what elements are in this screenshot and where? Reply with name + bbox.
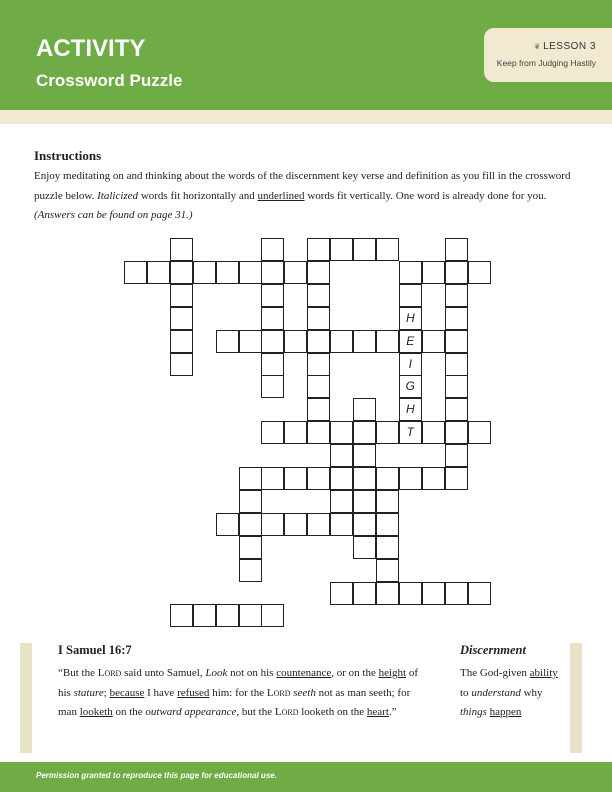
crossword-cell[interactable] (445, 467, 468, 490)
crossword-cell[interactable] (376, 490, 399, 513)
crossword-cell[interactable] (422, 330, 445, 353)
crossword-cell[interactable] (261, 238, 284, 261)
lesson-title: Keep from Judging Hastily (496, 58, 596, 68)
discernment-definition: The God-given ability to understand why things happen (460, 667, 558, 718)
crossword-cell[interactable] (445, 261, 468, 284)
crossword-cell[interactable] (261, 261, 284, 284)
crossword-cell[interactable] (376, 536, 399, 559)
crossword-cell[interactable] (445, 307, 468, 330)
crossword-cell[interactable] (376, 467, 399, 490)
crossword-cell[interactable] (376, 238, 399, 261)
crossword-cell[interactable] (170, 330, 193, 353)
crossword-cell[interactable] (239, 261, 262, 284)
crossword-cell[interactable] (307, 284, 330, 307)
crossword-cell[interactable] (216, 261, 239, 284)
crossword-cell[interactable] (261, 353, 284, 376)
crossword-cell[interactable] (239, 536, 262, 559)
crossword-cell[interactable] (330, 444, 353, 467)
leaf-icon: ❦ (533, 42, 542, 51)
crossword-cell[interactable] (468, 582, 491, 605)
crossword-cell[interactable] (376, 330, 399, 353)
crossword-cell[interactable] (422, 582, 445, 605)
crossword-cell[interactable] (216, 513, 239, 536)
crossword-cell[interactable] (399, 261, 422, 284)
page-title: ACTIVITY (36, 35, 146, 62)
crossword-cell[interactable] (261, 375, 284, 398)
crossword-cell[interactable] (284, 261, 307, 284)
crossword-cell[interactable] (445, 353, 468, 376)
crossword-cell[interactable] (330, 582, 353, 605)
verse-text: “But the Lord said unto Samuel, Look not on his countenance, or on the height of his stature; because I have refused him: for the Lord seeth not as man seeth; for man looketh on the outward appearance, but the Lord looketh on the heart.” (58, 667, 419, 718)
crossword-cell[interactable] (330, 421, 353, 444)
crossword-cell-filled[interactable]: E (399, 330, 422, 353)
crossword-cell[interactable] (353, 398, 376, 421)
crossword-cell[interactable] (353, 330, 376, 353)
crossword-cell[interactable] (422, 261, 445, 284)
crossword-cell[interactable] (307, 398, 330, 421)
crossword-cell-filled[interactable]: G (399, 375, 422, 398)
crossword-cell[interactable] (445, 330, 468, 353)
crossword-cell[interactable] (193, 604, 216, 627)
crossword-cell[interactable] (307, 467, 330, 490)
definition-accent-bar (570, 643, 582, 753)
verse-accent-bar (20, 643, 32, 753)
crossword-cell[interactable] (376, 421, 399, 444)
crossword-cell[interactable] (353, 444, 376, 467)
crossword-cell[interactable] (445, 284, 468, 307)
crossword-cell[interactable] (399, 582, 422, 605)
lesson-label: LESSON 3 (543, 41, 596, 52)
crossword-cell[interactable] (124, 261, 147, 284)
verse-reference: I Samuel 16:7 (58, 643, 132, 657)
crossword-cell[interactable] (170, 261, 193, 284)
crossword-cell[interactable] (445, 444, 468, 467)
crossword-cell-filled[interactable]: H (399, 398, 422, 421)
crossword-cell[interactable] (307, 261, 330, 284)
crossword-cell[interactable] (330, 238, 353, 261)
crossword-cell[interactable] (376, 513, 399, 536)
crossword-cell[interactable] (376, 559, 399, 582)
crossword-cell[interactable] (399, 284, 422, 307)
crossword-cell[interactable] (170, 353, 193, 376)
crossword-cell[interactable] (399, 467, 422, 490)
crossword-cell[interactable] (330, 330, 353, 353)
crossword-cell[interactable] (307, 421, 330, 444)
crossword-cell[interactable] (445, 238, 468, 261)
crossword-cell[interactable] (353, 467, 376, 490)
crossword-cell[interactable] (307, 238, 330, 261)
crossword-cell[interactable] (353, 513, 376, 536)
crossword-cell[interactable] (284, 467, 307, 490)
crossword-cell[interactable] (170, 284, 193, 307)
crossword-cell[interactable] (216, 604, 239, 627)
crossword-cell-filled[interactable]: I (399, 353, 422, 376)
crossword-cell[interactable] (422, 421, 445, 444)
crossword-cell[interactable] (239, 604, 262, 627)
crossword-cell[interactable] (307, 307, 330, 330)
crossword-cell[interactable] (445, 375, 468, 398)
crossword-cell[interactable] (170, 307, 193, 330)
crossword-cell[interactable] (445, 582, 468, 605)
crossword-cell[interactable] (239, 513, 262, 536)
crossword-cell[interactable] (284, 330, 307, 353)
crossword-cell[interactable] (353, 582, 376, 605)
crossword-cell[interactable] (239, 467, 262, 490)
footer-permission: Permission granted to reproduce this page for educational use. (36, 771, 277, 780)
crossword-cell[interactable] (330, 467, 353, 490)
crossword-cell[interactable] (261, 307, 284, 330)
crossword-cell[interactable] (261, 284, 284, 307)
crossword-cell[interactable] (307, 353, 330, 376)
crossword-cell[interactable] (307, 513, 330, 536)
crossword-cell[interactable] (445, 421, 468, 444)
crossword-cell-filled[interactable]: H (399, 307, 422, 330)
discernment-heading: Discernment (460, 643, 526, 657)
crossword-cell[interactable] (330, 513, 353, 536)
crossword-cell[interactable] (468, 421, 491, 444)
crossword-cell[interactable] (216, 330, 239, 353)
crossword-cell[interactable] (353, 238, 376, 261)
crossword-cell[interactable] (307, 330, 330, 353)
crossword-cell[interactable] (261, 467, 284, 490)
crossword-cell[interactable] (376, 582, 399, 605)
crossword-cell[interactable] (147, 261, 170, 284)
crossword-cell[interactable] (353, 490, 376, 513)
crossword-cell[interactable] (468, 261, 491, 284)
crossword-cell[interactable] (422, 467, 445, 490)
crossword-cell[interactable] (170, 238, 193, 261)
crossword-cell[interactable] (261, 513, 284, 536)
page-subtitle: Crossword Puzzle (36, 71, 183, 90)
crossword-cell[interactable] (445, 398, 468, 421)
crossword-cell[interactable] (261, 330, 284, 353)
crossword-cell[interactable] (284, 421, 307, 444)
crossword-cell[interactable] (261, 421, 284, 444)
crossword-cell[interactable] (284, 513, 307, 536)
footer (0, 762, 612, 792)
crossword-cell-filled[interactable]: T (399, 421, 422, 444)
crossword-cell[interactable] (239, 490, 262, 513)
crossword-cell[interactable] (193, 261, 216, 284)
crossword-cell[interactable] (307, 375, 330, 398)
instructions-heading: Instructions (34, 148, 102, 163)
crossword-cell[interactable] (170, 604, 193, 627)
crossword-cell[interactable] (353, 536, 376, 559)
instructions-text: Enjoy meditating on and thinking about the words of the discernment key verse and definition as you fill in the crossword puzzle below. Italicized words fit horizontally and underlined words fit vertically. One word is already done for you. (Answers can be found on page 31.) (34, 170, 571, 221)
crossword-cell[interactable] (261, 604, 284, 627)
crossword-cell[interactable] (239, 330, 262, 353)
crossword-cell[interactable] (330, 490, 353, 513)
crossword-cell[interactable] (239, 559, 262, 582)
crossword-cell[interactable] (353, 421, 376, 444)
